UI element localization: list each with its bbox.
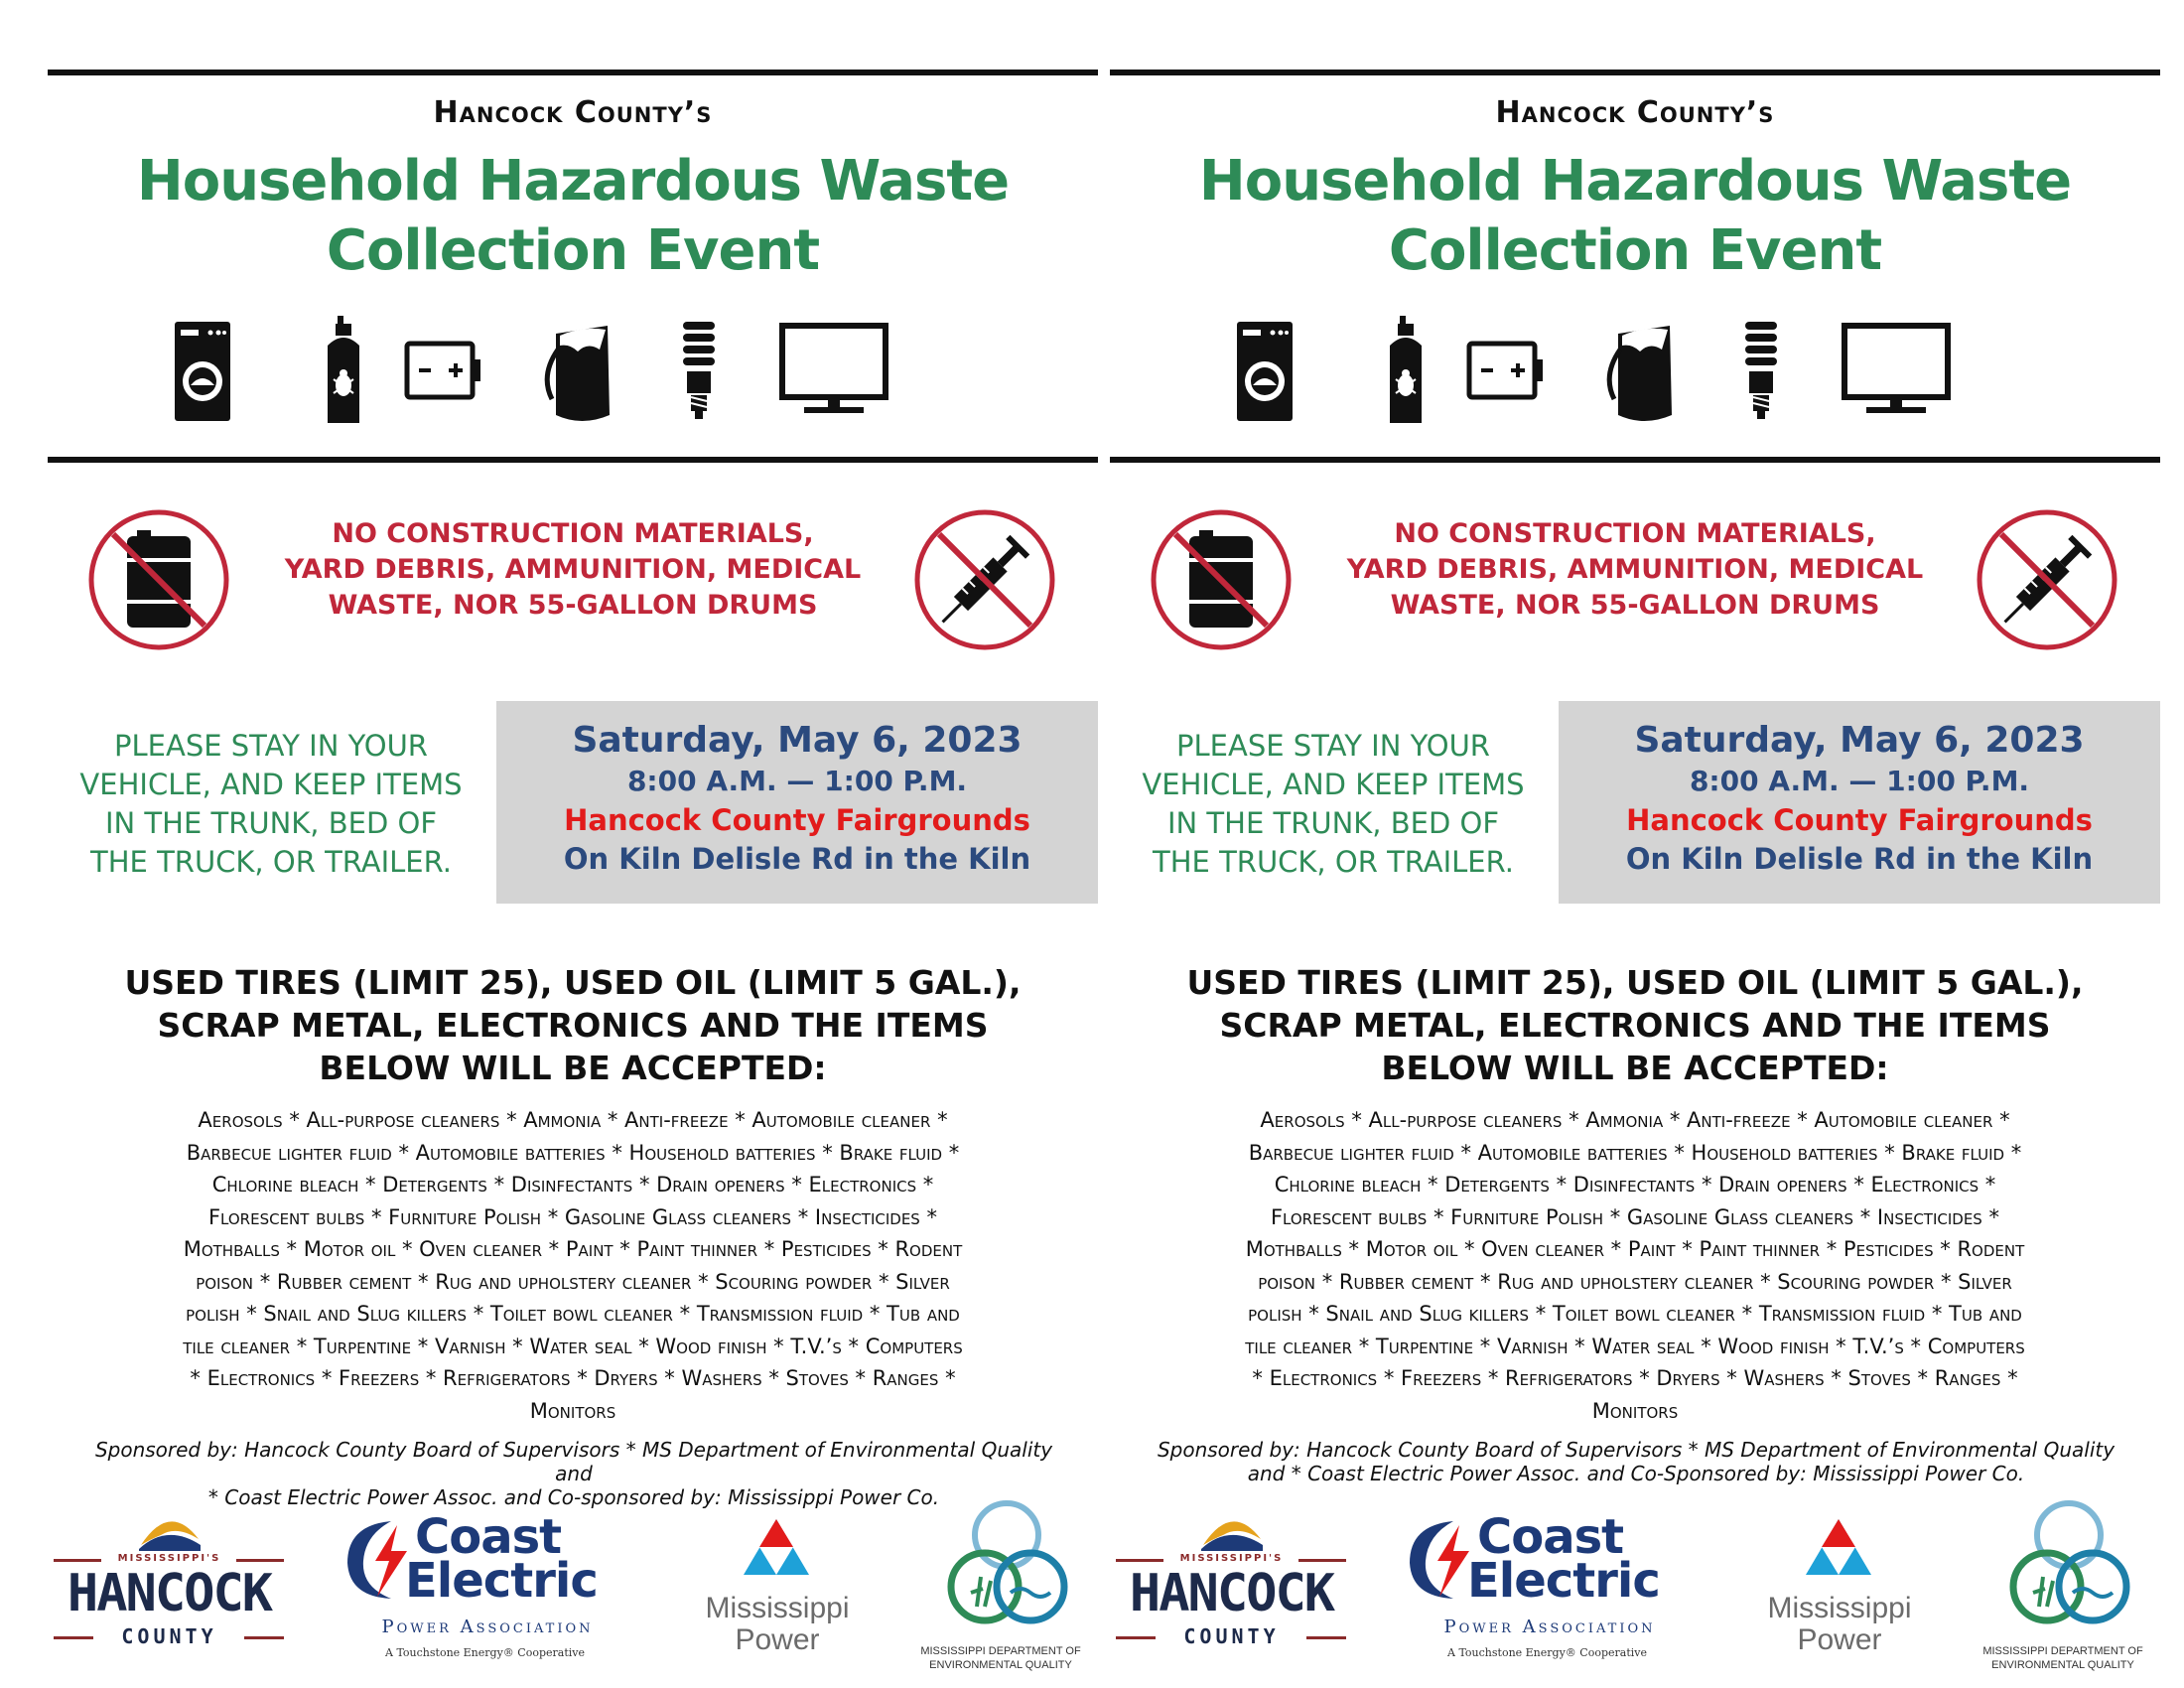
warning-1-text: YARD DEBRIS, AMMUNITION, MEDICAL (284, 554, 862, 585)
battery-icon (403, 316, 482, 427)
warning-0-text: NO CONSTRUCTION MATERIALS, (332, 518, 814, 549)
accepted-1-text: SCRAP METAL, ELECTRONICS AND THE ITEMS (157, 1006, 989, 1045)
county-heading (1110, 95, 2160, 130)
event-road: On Kiln Delisle Rd in the Kiln (1625, 842, 2094, 876)
accepted-heading (48, 961, 1098, 1089)
logos-coast-2-text: Electric (405, 1553, 598, 1609)
items-1-text: Barbecue lighter fluid * Automobile batteries * Household batteries * Brake fluid * (1248, 1140, 2022, 1165)
flyer-left (48, 0, 1110, 1688)
items-4-text: Mothballs * Motor oil * Oven cleaner * Paint * Paint thinner * Pesticides * Rodent (1245, 1237, 2025, 1261)
logos-mdeq-1-text: MISSISSIPPI DEPARTMENT OF (1982, 1645, 2143, 1657)
items-9-text: Monitors (1591, 1398, 1679, 1423)
logos-hancock-name-text: HANCOCK (1129, 1564, 1334, 1623)
event-title (48, 147, 1098, 286)
headline-1-text: Collection Event (1388, 218, 1882, 283)
no-drum-icon (85, 506, 232, 653)
logos-coast-touch-text: A Touchstone Energy® Cooperative (385, 1646, 585, 1659)
top-divider (48, 70, 1098, 75)
paint-can-icon (1600, 316, 1684, 427)
warning-2-text: WASTE, NOR 55-GALLON DRUMS (1390, 590, 1880, 621)
no-syringe-icon (911, 506, 1058, 653)
county-text: Hancock County’s (433, 95, 713, 130)
event-date: Saturday, May 6, 2023 (572, 720, 1023, 761)
sunrise-icon (137, 1505, 203, 1551)
top-divider (1110, 70, 2160, 75)
coast-electric-logo (1388, 1497, 1706, 1666)
flyer-right (1110, 0, 2172, 1688)
sponsor-logos (48, 1497, 1110, 1676)
logos-mspower-2-text: Power (1797, 1623, 1882, 1656)
sponsor-credits (1140, 1438, 2132, 1485)
event-details-box (496, 701, 1098, 904)
stay-2-text: IN THE TRUNK, BED OF (104, 806, 438, 840)
items-6-text: polish * Snail and Slug killers * Toilet bowl cleaner * Transmission fluid * Tub and (186, 1302, 960, 1326)
items-7-text: tile cleaner * Turpentine * Varnish * Water seal * Wood finish * T.V.’s * Computers (183, 1334, 963, 1358)
headline-0-text: Household Hazardous Waste (136, 149, 1010, 213)
stay-1-text: VEHICLE, AND KEEP ITEMS (1142, 768, 1525, 801)
mdeq-logo (901, 1497, 1100, 1676)
stay-1-text: VEHICLE, AND KEEP ITEMS (79, 768, 463, 801)
logos-hancock-tag-text: MISSISSIPPI'S (117, 1553, 221, 1564)
sponsor-logos (1110, 1497, 2172, 1676)
accepted-1-text: SCRAP METAL, ELECTRONICS AND THE ITEMS (1219, 1006, 2051, 1045)
tv-monitor-icon (778, 316, 889, 427)
stay-2-text: IN THE TRUNK, BED OF (1166, 806, 1500, 840)
sunrise-icon (1199, 1505, 1265, 1551)
accepted-heading (1110, 961, 2160, 1089)
middle-divider (1110, 457, 2160, 463)
stay-0-text: PLEASE STAY IN YOUR (114, 729, 428, 763)
logos-mspower-2-text: Power (735, 1623, 820, 1656)
battery-icon (1465, 316, 1545, 427)
warning-2-text: WASTE, NOR 55-GALLON DRUMS (328, 590, 818, 621)
event-date: Saturday, May 6, 2023 (1634, 720, 2085, 761)
items-3-text: Florescent bulbs * Furniture Polish * Gasoline Glass cleaners * Insecticides * (207, 1204, 938, 1229)
coast-electric-logo (326, 1497, 643, 1666)
logos-coast-2-text: Electric (1467, 1553, 1660, 1609)
no-syringe-icon (1974, 506, 2120, 653)
logos-hancock-county-text: COUNTY (121, 1624, 217, 1648)
cfl-bulb-icon (1739, 316, 1783, 427)
washing-machine-icon (1235, 316, 1295, 423)
triangle-logo-icon (1804, 1517, 1873, 1579)
cfl-bulb-icon (677, 316, 721, 427)
logos-coast-touch-text: A Touchstone Energy® Cooperative (1447, 1646, 1647, 1659)
headline-1-text: Collection Event (326, 218, 820, 283)
logos-hancock-county-text: COUNTY (1183, 1624, 1280, 1648)
stay-in-vehicle-notice (1110, 727, 1557, 882)
items-6-text: polish * Snail and Slug killers * Toilet bowl cleaner * Transmission fluid * Tub and (1248, 1302, 2022, 1326)
items-7-text: tile cleaner * Turpentine * Varnish * Water seal * Wood finish * T.V.’s * Computers (1245, 1334, 2025, 1358)
logos-mdeq-2-text: ENVIRONMENTAL QUALITY (929, 1659, 1072, 1671)
middle-divider (48, 457, 1098, 463)
items-0-text: Aerosols * All-purpose cleaners * Ammonia * Anti-freeze * Automobile cleaner * (1260, 1108, 2010, 1132)
items-8-text: * Electronics * Freezers * Refrigerators * Dryers * Washers * Stoves * Ranges * (190, 1366, 956, 1390)
prohibited-items-warning (246, 516, 899, 624)
pesticide-spray-icon (324, 316, 363, 427)
no-drum-icon (1148, 506, 1295, 653)
items-5-text: poison * Rubber cement * Rug and upholstery cleaner * Scouring powder * Silver (196, 1269, 950, 1294)
event-time: 8:00 A.M. — 1:00 P.M. (1689, 765, 2030, 797)
event-road: On Kiln Delisle Rd in the Kiln (563, 842, 1031, 876)
tv-monitor-icon (1841, 316, 1952, 427)
items-8-text: * Electronics * Freezers * Refrigerators * Dryers * Washers * Stoves * Ranges * (1252, 1366, 2018, 1390)
logos-hancock-name-text: HANCOCK (67, 1564, 272, 1623)
items-1-text: Barbecue lighter fluid * Automobile batteries * Household batteries * Brake fluid * (186, 1140, 960, 1165)
stay-0-text: PLEASE STAY IN YOUR (1176, 729, 1490, 763)
items-0-text: Aerosols * All-purpose cleaners * Ammonia * Anti-freeze * Automobile cleaner * (198, 1108, 948, 1132)
waste-icons-row (48, 316, 1098, 427)
accepted-items-list (52, 1104, 1094, 1427)
items-2-text: Chlorine bleach * Detergents * Disinfectants * Drain openers * Electronics * (1274, 1173, 1996, 1196)
items-2-text: Chlorine bleach * Detergents * Disinfectants * Drain openers * Electronics * (211, 1173, 934, 1196)
event-details-box (1559, 701, 2160, 904)
stay-in-vehicle-notice (48, 727, 494, 882)
hancock-county-logo (1110, 1497, 1353, 1656)
logos-hancock-tag-text: MISSISSIPPI'S (1179, 1553, 1284, 1564)
logos-coast-1-text: Coast (415, 1509, 562, 1565)
headline-0-text: Household Hazardous Waste (1198, 149, 2072, 213)
items-5-text: poison * Rubber cement * Rug and upholstery cleaner * Scouring powder * Silver (1258, 1269, 2012, 1294)
event-location: Hancock County Fairgrounds (1626, 803, 2093, 837)
hancock-county-logo (48, 1497, 291, 1656)
logos-mspower-1-text: Mississippi (1767, 1592, 1912, 1624)
logos-coast-pa-text: Power Association (1443, 1617, 1656, 1637)
logos-mspower-1-text: Mississippi (705, 1592, 850, 1624)
accepted-0-text: USED TIRES (LIMIT 25), USED OIL (LIMIT 5 GAL.), (124, 963, 1022, 1002)
accepted-items-list (1114, 1104, 2156, 1427)
warning-0-text: NO CONSTRUCTION MATERIALS, (1394, 518, 1876, 549)
mdeq-logo (1964, 1497, 2162, 1676)
county-heading (48, 95, 1098, 130)
logos-mdeq-2-text: ENVIRONMENTAL QUALITY (1991, 1659, 2134, 1671)
washing-machine-icon (173, 316, 232, 423)
stay-3-text: THE TRUCK, OR TRAILER. (90, 845, 452, 879)
sponsor-1-text: * Coast Electric Power Assoc. and Co-sponsored by: Mississippi Power Co. (207, 1485, 940, 1509)
pesticide-spray-icon (1386, 316, 1426, 427)
logos-mdeq-1-text: MISSISSIPPI DEPARTMENT OF (920, 1645, 1081, 1657)
event-title (1110, 147, 2160, 286)
sponsor-0-text: Sponsored by: Hancock County Board of Supervisors * MS Department of Environmental Quality and (94, 1438, 1053, 1485)
mississippi-power-logo (1760, 1497, 1919, 1666)
sponsor-0-text: Sponsored by: Hancock County Board of Supervisors * MS Department of Environmental Quality (1157, 1438, 2116, 1462)
stay-3-text: THE TRUCK, OR TRAILER. (1153, 845, 1514, 879)
event-time: 8:00 A.M. — 1:00 P.M. (626, 765, 968, 797)
items-4-text: Mothballs * Motor oil * Oven cleaner * Paint * Paint thinner * Pesticides * Rodent (183, 1237, 963, 1261)
accepted-0-text: USED TIRES (LIMIT 25), USED OIL (LIMIT 5 GAL.), (1186, 963, 2084, 1002)
county-text: Hancock County’s (1495, 95, 1775, 130)
warning-1-text: YARD DEBRIS, AMMUNITION, MEDICAL (1346, 554, 1924, 585)
triangle-logo-icon (742, 1517, 811, 1579)
accepted-2-text: BELOW WILL BE ACCEPTED: (1381, 1049, 1889, 1087)
mississippi-power-logo (698, 1497, 857, 1666)
prohibited-items-warning (1308, 516, 1962, 624)
accepted-2-text: BELOW WILL BE ACCEPTED: (319, 1049, 827, 1087)
mdeq-circles-icon (2003, 1497, 2132, 1636)
logos-coast-1-text: Coast (1477, 1509, 1624, 1565)
waste-icons-row (1110, 316, 2160, 427)
logos-coast-pa-text: Power Association (381, 1617, 594, 1637)
sponsor-1-text: and * Coast Electric Power Assoc. and Co-Sponsored by: Mississippi Power Co. (1247, 1462, 2025, 1485)
items-3-text: Florescent bulbs * Furniture Polish * Gasoline Glass cleaners * Insecticides * (1270, 1204, 2000, 1229)
mdeq-circles-icon (941, 1497, 1070, 1636)
event-location: Hancock County Fairgrounds (564, 803, 1030, 837)
paint-can-icon (538, 316, 621, 427)
items-9-text: Monitors (529, 1398, 616, 1423)
